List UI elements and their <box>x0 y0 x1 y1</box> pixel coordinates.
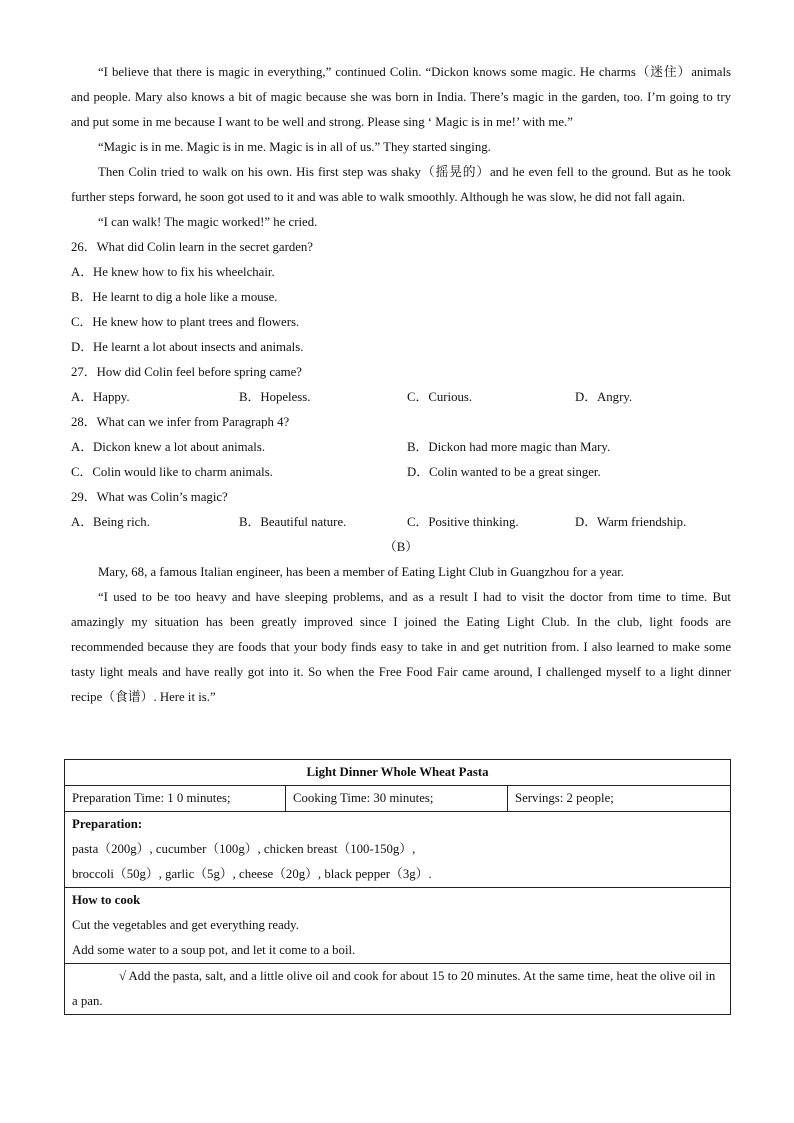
passage-a-paragraph-2: “Magic is in me. Magic is in me. Magic is in all of us.” They started singing. <box>98 140 491 154</box>
question-29-option-c: C．Positive thinking. <box>407 515 519 529</box>
passage-b-paragraph-2: “I used to be too heavy and have sleeping problems, and as a result I had to visit the doctor from time to time. But amazingly my situation has been greatly improved since I joined the Eating Light Club. In the club, light foods are recommended because they are foods that your body finds easy to take in and get nutrition from. I also learned to make some tasty light meals and have really got into it. So when the Free Food Fair came around, I challenged myself to a light dinner recipe（食谱）. Here it is.” <box>71 590 731 704</box>
recipe-preparation-heading: Preparation: <box>72 817 143 831</box>
question-29-option-b: B．Beautiful nature. <box>239 515 347 529</box>
recipe-ingredients-line-2: broccoli（50g）, garlic（5g）, cheese（20g）, black pepper（3g）. <box>72 867 432 881</box>
worksheet-page <box>71 60 731 710</box>
question-28-options-row-1 <box>71 435 731 460</box>
question-27-options <box>71 385 731 410</box>
question-27-option-b: B．Hopeless. <box>239 390 311 404</box>
recipe-step-1: Cut the vegetables and get everything ready. <box>72 918 299 932</box>
question-27-option-a: A．Happy. <box>71 390 130 404</box>
question-27-stem: 27．How did Colin feel before spring came? <box>71 365 302 379</box>
question-28-option-a: A．Dickon knew a lot about animals. <box>71 440 266 454</box>
question-26-option-b: B．He learnt to dig a hole like a mouse. <box>71 290 278 304</box>
question-29-options <box>71 510 731 535</box>
recipe-how-to-cook-heading: How to cook <box>72 893 141 907</box>
question-28-options-row-2 <box>71 460 731 485</box>
recipe-step-3-cell <box>65 964 731 1015</box>
recipe-prep-time: Preparation Time: 1 0 minutes; <box>65 786 286 812</box>
section-b-label: （B） <box>383 540 419 554</box>
recipe-preparation-cell <box>65 812 731 888</box>
recipe-how-to-cook-cell <box>65 888 731 964</box>
question-28-option-d: D．Colin wanted to be a great singer. <box>407 465 601 479</box>
recipe-ingredients-line-1: pasta（200g）, cucumber（100g）, chicken breast（100-150g）, <box>72 842 416 856</box>
recipe-step-2: Add some water to a soup pot, and let it come to a boil. <box>72 943 356 957</box>
question-27-option-d: D．Angry. <box>575 390 633 404</box>
question-29-option-a: A．Being rich. <box>71 515 150 529</box>
question-26-option-c: C．He knew how to plant trees and flowers. <box>71 315 300 329</box>
recipe-cook-time: Cooking Time: 30 minutes; <box>286 786 508 812</box>
passage-a-paragraph-3: Then Colin tried to walk on his own. His first step was shaky（摇晃的）and he even fell to the ground. But as he took further steps forward, he soon got used to it and was able to walk smoothly. Although he was slow, he did not fall again. <box>71 165 731 204</box>
question-29-stem: 29．What was Colin’s magic? <box>71 490 228 504</box>
recipe-table <box>64 759 731 1015</box>
passage-a-paragraph-1: “I believe that there is magic in everything,” continued Colin. “Dickon knows some magic. He charms（迷住）animals and people. Mary also knows a bit of magic because she was born in India. There’s magic in the garden, too. I’m going to try and put some in me because I want to be well and strong. Please sing ‘ Magic is in me!’ with me.” <box>71 65 731 129</box>
question-29-option-d: D．Warm friendship. <box>575 515 687 529</box>
question-28-option-c: C．Colin would like to charm animals. <box>71 465 273 479</box>
question-28-option-b: B．Dickon had more magic than Mary. <box>407 440 611 454</box>
question-26-option-d: D．He learnt a lot about insects and animals. <box>71 340 304 354</box>
question-26-stem: 26．What did Colin learn in the secret garden? <box>71 240 313 254</box>
recipe-servings: Servings: 2 people; <box>508 786 731 812</box>
passage-b-paragraph-1: Mary, 68, a famous Italian engineer, has been a member of Eating Light Club in Guangzhou for a year. <box>98 565 625 579</box>
question-28-stem: 28．What can we infer from Paragraph 4? <box>71 415 290 429</box>
question-27-option-c: C．Curious. <box>407 390 473 404</box>
recipe-step-3: √ Add the pasta, salt, and a little olive oil and cook for about 15 to 20 minutes. At the same time, heat the olive oil in a pan. <box>72 969 716 1008</box>
question-26-option-a: A．He knew how to fix his wheelchair. <box>71 265 275 279</box>
passage-a-paragraph-4: “I can walk! The magic worked!” he cried. <box>98 215 318 229</box>
recipe-title: Light Dinner Whole Wheat Pasta <box>65 760 731 786</box>
